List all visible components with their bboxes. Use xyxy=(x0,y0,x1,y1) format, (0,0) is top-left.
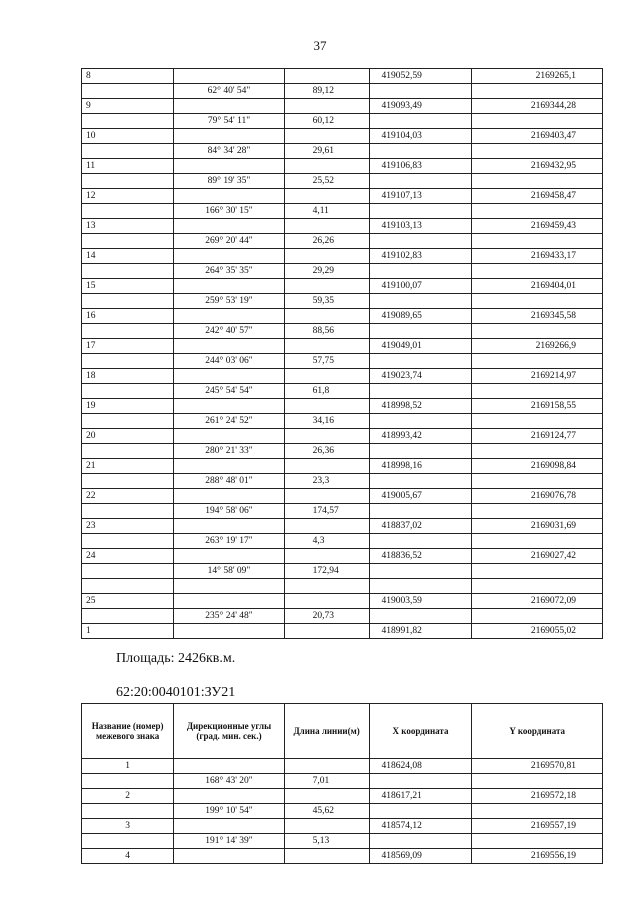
length-cell xyxy=(284,459,369,474)
y-coordinate-cell: 2169556,19 xyxy=(472,849,603,864)
point-cell xyxy=(82,534,174,549)
x-coordinate-cell: 418624,08 xyxy=(369,759,472,774)
table-body xyxy=(82,69,603,639)
length-cell: 25,52 xyxy=(284,174,369,189)
y-coordinate-cell xyxy=(472,384,603,399)
table-row xyxy=(82,474,603,489)
angle-cell: 288° 48' 01" xyxy=(174,474,284,489)
table-row xyxy=(82,534,603,549)
x-coordinate-cell xyxy=(369,579,472,594)
header-angles: Дирекционные углы (град. мин. сек.) xyxy=(174,704,284,759)
point-cell xyxy=(82,324,174,339)
y-coordinate-cell: 2169404,01 xyxy=(472,279,603,294)
angle-cell: 168° 43' 20" xyxy=(174,774,284,789)
length-cell: 26,26 xyxy=(284,234,369,249)
point-cell: 10 xyxy=(82,129,174,144)
angle-cell: 245° 54' 54" xyxy=(174,384,284,399)
length-cell: 26,36 xyxy=(284,444,369,459)
point-cell: 8 xyxy=(82,69,174,84)
x-coordinate-cell xyxy=(369,444,472,459)
point-cell xyxy=(82,354,174,369)
angle-cell: 280° 21' 33" xyxy=(174,444,284,459)
angle-cell: 194° 58' 06" xyxy=(174,504,284,519)
angle-cell: 84° 34' 28" xyxy=(174,144,284,159)
y-coordinate-cell xyxy=(472,774,603,789)
x-coordinate-cell xyxy=(369,564,472,579)
table-row xyxy=(82,219,603,234)
table-row xyxy=(82,624,603,639)
length-cell xyxy=(284,219,369,234)
angle-cell: 264° 35' 35" xyxy=(174,264,284,279)
point-cell: 21 xyxy=(82,459,174,474)
header-length: Длина линии(м) xyxy=(284,704,369,759)
y-coordinate-cell: 2169432,95 xyxy=(472,159,603,174)
point-cell: 17 xyxy=(82,339,174,354)
table-row xyxy=(82,339,603,354)
table-row xyxy=(82,234,603,249)
angle-cell: 79° 54' 11" xyxy=(174,114,284,129)
point-cell xyxy=(82,264,174,279)
length-cell: 174,57 xyxy=(284,504,369,519)
length-cell: 89,12 xyxy=(284,84,369,99)
x-coordinate-cell xyxy=(369,114,472,129)
point-cell: 9 xyxy=(82,99,174,114)
length-cell: 60,12 xyxy=(284,114,369,129)
y-coordinate-cell xyxy=(472,834,603,849)
y-coordinate-cell: 2169458,47 xyxy=(472,189,603,204)
x-coordinate-cell: 419103,13 xyxy=(369,219,472,234)
x-coordinate-cell: 419093,49 xyxy=(369,99,472,114)
angle-cell xyxy=(174,819,284,834)
angle-cell xyxy=(174,69,284,84)
length-cell: 23,3 xyxy=(284,474,369,489)
table-row xyxy=(82,759,603,774)
y-coordinate-cell xyxy=(472,609,603,624)
x-coordinate-cell xyxy=(369,774,472,789)
x-coordinate-cell xyxy=(369,354,472,369)
length-cell: 34,16 xyxy=(284,414,369,429)
x-coordinate-cell: 418998,52 xyxy=(369,399,472,414)
table-row xyxy=(82,549,603,564)
point-cell: 19 xyxy=(82,399,174,414)
y-coordinate-cell: 2169214,97 xyxy=(472,369,603,384)
angle-cell: 62° 40' 54" xyxy=(174,84,284,99)
length-cell xyxy=(284,99,369,114)
y-coordinate-cell: 2169403,47 xyxy=(472,129,603,144)
y-coordinate-cell: 2169265,1 xyxy=(472,69,603,84)
length-cell xyxy=(284,429,369,444)
angle-cell: 191° 14' 39" xyxy=(174,834,284,849)
point-cell xyxy=(82,414,174,429)
y-coordinate-cell xyxy=(472,324,603,339)
length-cell xyxy=(284,69,369,84)
length-cell xyxy=(284,279,369,294)
table-row xyxy=(82,174,603,189)
length-cell: 29,29 xyxy=(284,264,369,279)
length-cell: 20,73 xyxy=(284,609,369,624)
header-x: X координата xyxy=(369,704,472,759)
angle-cell xyxy=(174,279,284,294)
y-coordinate-cell: 2169098,84 xyxy=(472,459,603,474)
table-row xyxy=(82,384,603,399)
y-coordinate-cell: 2169027,42 xyxy=(472,549,603,564)
y-coordinate-cell xyxy=(472,414,603,429)
y-coordinate-cell: 2169433,17 xyxy=(472,249,603,264)
length-cell: 45,62 xyxy=(284,804,369,819)
point-cell xyxy=(82,804,174,819)
y-coordinate-cell: 2169557,19 xyxy=(472,819,603,834)
x-coordinate-cell xyxy=(369,264,472,279)
length-cell xyxy=(284,309,369,324)
table-row xyxy=(82,834,603,849)
x-coordinate-cell: 419102,83 xyxy=(369,249,472,264)
angle-cell: 259° 53' 19" xyxy=(174,294,284,309)
angle-cell: 235° 24' 48" xyxy=(174,609,284,624)
header-point-name: Название (номер) межевого знака xyxy=(82,704,174,759)
angle-cell xyxy=(174,369,284,384)
y-coordinate-cell xyxy=(472,504,603,519)
point-cell: 18 xyxy=(82,369,174,384)
point-cell xyxy=(82,834,174,849)
y-coordinate-cell xyxy=(472,294,603,309)
point-cell xyxy=(82,564,174,579)
y-coordinate-cell xyxy=(472,234,603,249)
x-coordinate-cell xyxy=(369,204,472,219)
table-row xyxy=(82,369,603,384)
y-coordinate-cell xyxy=(472,474,603,489)
x-coordinate-cell: 418991,82 xyxy=(369,624,472,639)
x-coordinate-cell: 419089,65 xyxy=(369,309,472,324)
table-row xyxy=(82,579,603,594)
x-coordinate-cell xyxy=(369,474,472,489)
angle-cell: 263° 19' 17" xyxy=(174,534,284,549)
point-cell: 11 xyxy=(82,159,174,174)
angle-cell xyxy=(174,579,284,594)
point-cell xyxy=(82,204,174,219)
point-cell xyxy=(82,114,174,129)
y-coordinate-cell: 2169344,28 xyxy=(472,99,603,114)
x-coordinate-cell: 418993,42 xyxy=(369,429,472,444)
x-coordinate-cell: 419104,03 xyxy=(369,129,472,144)
x-coordinate-cell xyxy=(369,234,472,249)
x-coordinate-cell xyxy=(369,534,472,549)
point-cell: 23 xyxy=(82,519,174,534)
table-row xyxy=(82,354,603,369)
x-coordinate-cell: 418617,21 xyxy=(369,789,472,804)
length-cell xyxy=(284,819,369,834)
length-cell xyxy=(284,549,369,564)
angle-cell xyxy=(174,159,284,174)
y-coordinate-cell: 2169266,9 xyxy=(472,339,603,354)
x-coordinate-cell: 419052,59 xyxy=(369,69,472,84)
table-row xyxy=(82,249,603,264)
length-cell xyxy=(284,159,369,174)
point-cell xyxy=(82,144,174,159)
point-cell: 20 xyxy=(82,429,174,444)
table-row xyxy=(82,789,603,804)
x-coordinate-cell: 419106,83 xyxy=(369,159,472,174)
y-coordinate-cell xyxy=(472,579,603,594)
length-cell: 29,61 xyxy=(284,144,369,159)
y-coordinate-cell xyxy=(472,114,603,129)
x-coordinate-cell: 419023,74 xyxy=(369,369,472,384)
point-cell xyxy=(82,444,174,459)
point-cell: 22 xyxy=(82,489,174,504)
angle-cell: 261° 24' 52" xyxy=(174,414,284,429)
y-coordinate-cell: 2169076,78 xyxy=(472,489,603,504)
length-cell xyxy=(284,789,369,804)
point-cell: 14 xyxy=(82,249,174,264)
table-row xyxy=(82,519,603,534)
angle-cell xyxy=(174,99,284,114)
x-coordinate-cell xyxy=(369,174,472,189)
length-cell xyxy=(284,339,369,354)
table-row xyxy=(82,159,603,174)
y-coordinate-cell: 2169055,02 xyxy=(472,624,603,639)
table-row xyxy=(82,309,603,324)
table-row xyxy=(82,204,603,219)
angle-cell xyxy=(174,459,284,474)
y-coordinate-cell: 2169570,81 xyxy=(472,759,603,774)
angle-cell xyxy=(174,339,284,354)
length-cell xyxy=(284,369,369,384)
angle-cell xyxy=(174,429,284,444)
length-cell xyxy=(284,624,369,639)
length-cell xyxy=(284,129,369,144)
y-coordinate-cell: 2169158,55 xyxy=(472,399,603,414)
x-coordinate-cell xyxy=(369,144,472,159)
table-row xyxy=(82,564,603,579)
table-row xyxy=(82,324,603,339)
table-row xyxy=(82,414,603,429)
table-row xyxy=(82,444,603,459)
y-coordinate-cell xyxy=(472,84,603,99)
y-coordinate-cell: 2169459,43 xyxy=(472,219,603,234)
table-body xyxy=(82,759,603,864)
y-coordinate-cell xyxy=(472,174,603,189)
x-coordinate-cell: 418574,12 xyxy=(369,819,472,834)
page-number: 37 xyxy=(313,38,327,53)
angle-cell: 244° 03' 06" xyxy=(174,354,284,369)
angle-cell: 269° 20' 44" xyxy=(174,234,284,249)
length-cell: 88,56 xyxy=(284,324,369,339)
x-coordinate-cell: 419107,13 xyxy=(369,189,472,204)
length-cell xyxy=(284,249,369,264)
point-cell: 1 xyxy=(82,624,174,639)
y-coordinate-cell: 2169345,58 xyxy=(472,309,603,324)
table-row xyxy=(82,114,603,129)
angle-cell xyxy=(174,789,284,804)
table-row xyxy=(82,69,603,84)
point-cell xyxy=(82,234,174,249)
y-coordinate-cell xyxy=(472,354,603,369)
point-cell xyxy=(82,294,174,309)
point-cell xyxy=(82,84,174,99)
angle-cell xyxy=(174,189,284,204)
point-cell xyxy=(82,774,174,789)
table-row xyxy=(82,459,603,474)
table-row xyxy=(82,849,603,864)
table-row xyxy=(82,774,603,789)
y-coordinate-cell xyxy=(472,204,603,219)
point-cell: 1 xyxy=(82,759,174,774)
angle-cell: 89° 19' 35" xyxy=(174,174,284,189)
parcel-coordinates-table xyxy=(81,703,603,864)
length-cell xyxy=(284,579,369,594)
point-cell xyxy=(82,609,174,624)
x-coordinate-cell xyxy=(369,84,472,99)
length-cell xyxy=(284,399,369,414)
x-coordinate-cell xyxy=(369,834,472,849)
angle-cell xyxy=(174,489,284,504)
length-cell xyxy=(284,189,369,204)
y-coordinate-cell: 2169572,18 xyxy=(472,789,603,804)
table-row xyxy=(82,99,603,114)
angle-cell xyxy=(174,759,284,774)
x-coordinate-cell: 419049,01 xyxy=(369,339,472,354)
x-coordinate-cell: 418836,52 xyxy=(369,549,472,564)
length-cell xyxy=(284,759,369,774)
length-cell xyxy=(284,519,369,534)
table-row xyxy=(82,294,603,309)
table-row xyxy=(82,429,603,444)
table-row xyxy=(82,264,603,279)
y-coordinate-cell: 2169072,09 xyxy=(472,594,603,609)
point-cell: 15 xyxy=(82,279,174,294)
point-cell: 12 xyxy=(82,189,174,204)
x-coordinate-cell: 419003,59 xyxy=(369,594,472,609)
point-cell: 13 xyxy=(82,219,174,234)
y-coordinate-cell xyxy=(472,564,603,579)
length-cell: 59,35 xyxy=(284,294,369,309)
y-coordinate-cell xyxy=(472,144,603,159)
y-coordinate-cell xyxy=(472,264,603,279)
x-coordinate-cell xyxy=(369,609,472,624)
point-cell xyxy=(82,579,174,594)
length-cell: 61,8 xyxy=(284,384,369,399)
x-coordinate-cell xyxy=(369,294,472,309)
length-cell xyxy=(284,594,369,609)
x-coordinate-cell xyxy=(369,414,472,429)
length-cell xyxy=(284,489,369,504)
table-row xyxy=(82,594,603,609)
angle-cell xyxy=(174,624,284,639)
table-row xyxy=(82,189,603,204)
angle-cell xyxy=(174,549,284,564)
table-row xyxy=(82,399,603,414)
angle-cell xyxy=(174,309,284,324)
point-cell: 25 xyxy=(82,594,174,609)
table-row xyxy=(82,84,603,99)
x-coordinate-cell: 419100,07 xyxy=(369,279,472,294)
area-text: Площадь: 2426кв.м. xyxy=(116,651,236,666)
table-row xyxy=(82,819,603,834)
length-cell: 4,11 xyxy=(284,204,369,219)
angle-cell xyxy=(174,129,284,144)
table-row xyxy=(82,144,603,159)
length-cell xyxy=(284,849,369,864)
header-y: Y координата xyxy=(472,704,603,759)
table-row xyxy=(82,279,603,294)
angle-cell xyxy=(174,249,284,264)
angle-cell: 199° 10' 54" xyxy=(174,804,284,819)
x-coordinate-cell: 418998,16 xyxy=(369,459,472,474)
length-cell: 57,75 xyxy=(284,354,369,369)
length-cell: 7,01 xyxy=(284,774,369,789)
point-cell: 4 xyxy=(82,849,174,864)
x-coordinate-cell xyxy=(369,804,472,819)
y-coordinate-cell xyxy=(472,444,603,459)
point-cell xyxy=(82,504,174,519)
angle-cell xyxy=(174,399,284,414)
table-row xyxy=(82,129,603,144)
y-coordinate-cell: 2169124,77 xyxy=(472,429,603,444)
angle-cell: 14° 58' 09" xyxy=(174,564,284,579)
angle-cell xyxy=(174,219,284,234)
x-coordinate-cell: 418837,02 xyxy=(369,519,472,534)
point-cell: 2 xyxy=(82,789,174,804)
cadastral-number: 62:20:0040101:ЗУ21 xyxy=(116,685,236,700)
angle-cell xyxy=(174,849,284,864)
length-cell: 4,3 xyxy=(284,534,369,549)
point-cell xyxy=(82,384,174,399)
table-row xyxy=(82,609,603,624)
angle-cell: 242° 40' 57" xyxy=(174,324,284,339)
angle-cell xyxy=(174,594,284,609)
x-coordinate-cell: 419005,67 xyxy=(369,489,472,504)
x-coordinate-cell xyxy=(369,324,472,339)
table-row xyxy=(82,489,603,504)
y-coordinate-cell: 2169031,69 xyxy=(472,519,603,534)
x-coordinate-cell xyxy=(369,504,472,519)
header-row xyxy=(82,704,603,759)
angle-cell xyxy=(174,519,284,534)
x-coordinate-cell: 418569,09 xyxy=(369,849,472,864)
point-cell xyxy=(82,474,174,489)
table-row xyxy=(82,504,603,519)
y-coordinate-cell xyxy=(472,804,603,819)
point-cell: 16 xyxy=(82,309,174,324)
y-coordinate-cell xyxy=(472,534,603,549)
boundary-coordinates-table xyxy=(81,68,603,639)
length-cell: 172,94 xyxy=(284,564,369,579)
table-row xyxy=(82,804,603,819)
point-cell: 3 xyxy=(82,819,174,834)
point-cell: 24 xyxy=(82,549,174,564)
angle-cell: 166° 30' 15" xyxy=(174,204,284,219)
x-coordinate-cell xyxy=(369,384,472,399)
length-cell: 5,13 xyxy=(284,834,369,849)
point-cell xyxy=(82,174,174,189)
